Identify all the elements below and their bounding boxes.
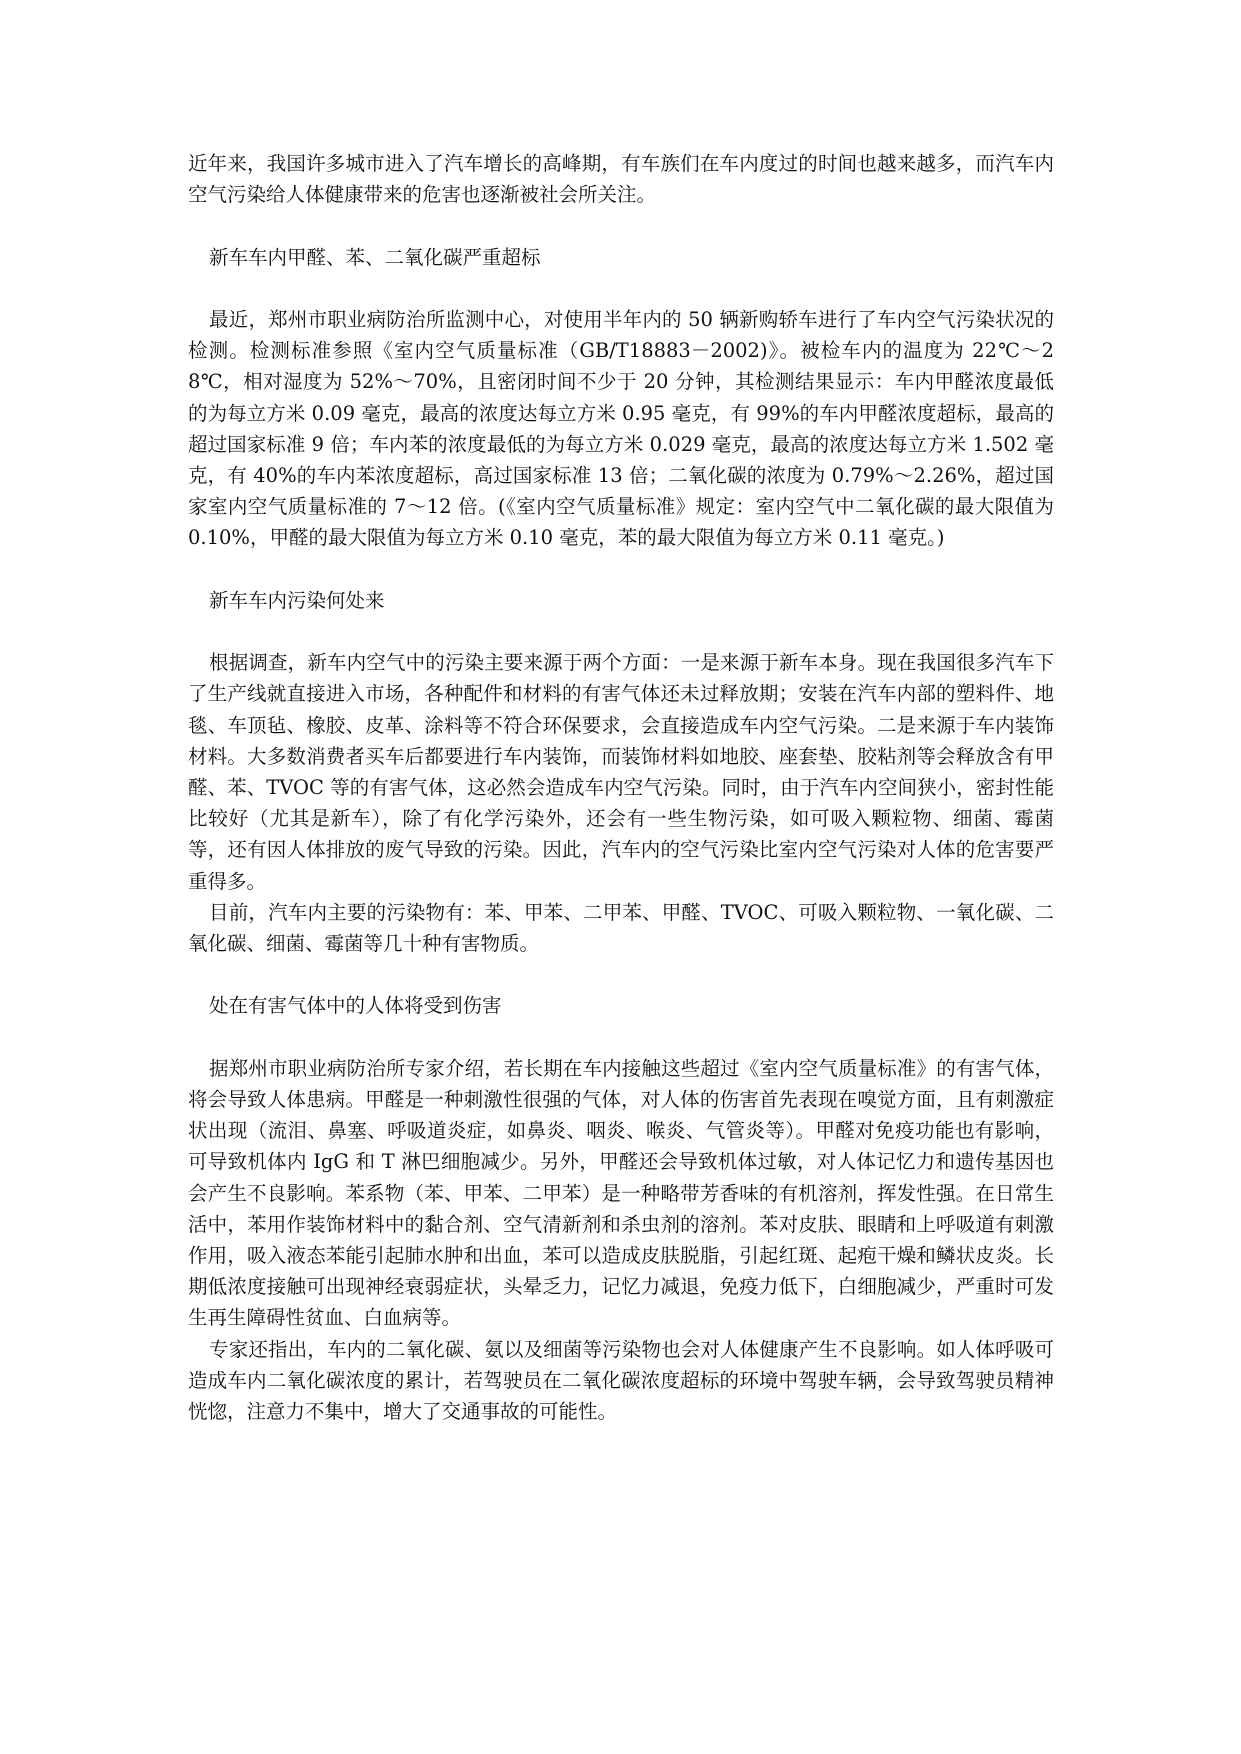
spacer: [188, 616, 1054, 647]
spacer: [188, 273, 1054, 304]
spacer: [188, 959, 1054, 990]
section-2-paragraph-2: 目前，汽车内主要的污染物有：苯、甲苯、二甲苯、甲醛、TVOC、可吸入颗粒物、一氧化碳、二氧化碳、细菌、霉菌等几十种有害物质。: [188, 900, 1054, 956]
section-heading-2: 新车车内污染何处来: [209, 588, 385, 612]
spacer: [188, 554, 1054, 585]
spacer: [188, 210, 1054, 241]
intro-paragraph: 近年来，我国许多城市进入了汽车增长的高峰期，有车族们在车内度过的时间也越来越多，而汽车内空气污染给人体健康带来的危害也逐渐被社会所关注。: [188, 152, 1054, 207]
section-heading-1: 新车车内甲醛、苯、二氧化碳严重超标: [209, 245, 541, 269]
section-heading-3: 处在有害气体中的人体将受到伤害: [209, 994, 502, 1018]
document-page: [188, 148, 1054, 1427]
section-3-paragraph-1: 据郑州市职业病防治所专家介绍，若长期在车内接触这些超过《室内空气质量标准》的有害气体，将会导致人体患病。甲醛是一种刺激性很强的气体，对人体的伤害首先表现在嗅觉方面，且有刺激症状出现（流泪、鼻塞、呼吸道炎症，如鼻炎、咽炎、喉炎、气管炎等）。甲醛对免疫功能也有影响，可导致机体内 IgG 和 T 淋巴细胞减少。另外，甲醛还会导致机体过敏，对人体记忆力和遗传基因也会产生不良影响。苯系物（苯、甲苯、二甲苯）是一种略带芳香味的有机溶剂，挥发性强。在日常生活中，苯用作装饰材料中的黏合剂、空气清新剂和杀虫剂的溶剂。苯对皮肤、眼睛和上呼吸道有刺激作用，吸入液态苯能引起肺水肿和出血，苯可以造成皮肤脱脂，引起红斑、起疱干燥和鳞状皮炎。长期低浓度接触可出现神经衰弱症状，头晕乏力，记忆力减退，免疫力低下，白细胞减少，严重时可发生再生障碍性贫血、白血病等。: [188, 1056, 1054, 1330]
section-1-paragraph-1: 最近，郑州市职业病防治所监测中心，对使用半年内的 50 辆新购轿车进行了车内空气污染状况的检测。检测标准参照《室内空气质量标准（GB/T18883－2002)》。被检车内的温度为 22℃～28℃，相对湿度为 52%～70%，且密闭时间不少于 20 分钟，其检测结果显示：车内甲醛浓度最低的为每立方米 0.09 毫克，最高的浓度达每立方米 0.95 毫克，有 99%的车内甲醛浓度超标，最高的超过国家标准 9 倍；车内苯的浓度最低的为每立方米 0.029 毫克，最高的浓度达每立方米 1.502 毫克，有 40%的车内苯浓度超标，高过国家标准 13 倍；二氧化碳的浓度为 0.79%～2.26%，超过国家室内空气质量标准的 7～12 倍。(《室内空气质量标准》规定：室内空气中二氧化碳的最大限值为 0.10%，甲醛的最大限值为每立方米 0.10 毫克，苯的最大限值为每立方米 0.11 毫克。): [188, 307, 1054, 550]
section-2-paragraph-1: 根据调查，新车内空气中的污染主要来源于两个方面：一是来源于新车本身。现在我国很多汽车下了生产线就直接进入市场，各种配件和材料的有害气体还未过释放期；安装在汽车内部的塑料件、地毯、车顶毡、橡胶、皮革、涂料等不符合环保要求，会直接造成车内空气污染。二是来源于车内装饰材料。大多数消费者买车后都要进行车内装饰，而装饰材料如地胶、座套垫、胶粘剂等会释放含有甲醛、苯、TVOC 等的有害气体，这必然会造成车内空气污染。同时，由于汽车内空间狭小，密封性能比较好（尤其是新车），除了有化学污染外，还会有一些生物污染，如可吸入颗粒物、细菌、霉菌等，还有因人体排放的废气导致的污染。因此，汽车内的空气污染比室内空气污染对人体的危害要严重得多。: [188, 651, 1054, 893]
spacer: [188, 1022, 1054, 1053]
section-3-paragraph-2: 专家还指出，车内的二氧化碳、氨以及细菌等污染物也会对人体健康产生不良影响。如人体呼吸可造成车内二氧化碳浓度的累计，若驾驶员在二氧化碳浓度超标的环境中驾驶车辆，会导致驾驶员精神恍惚，注意力不集中，增大了交通事故的可能性。: [188, 1337, 1054, 1424]
